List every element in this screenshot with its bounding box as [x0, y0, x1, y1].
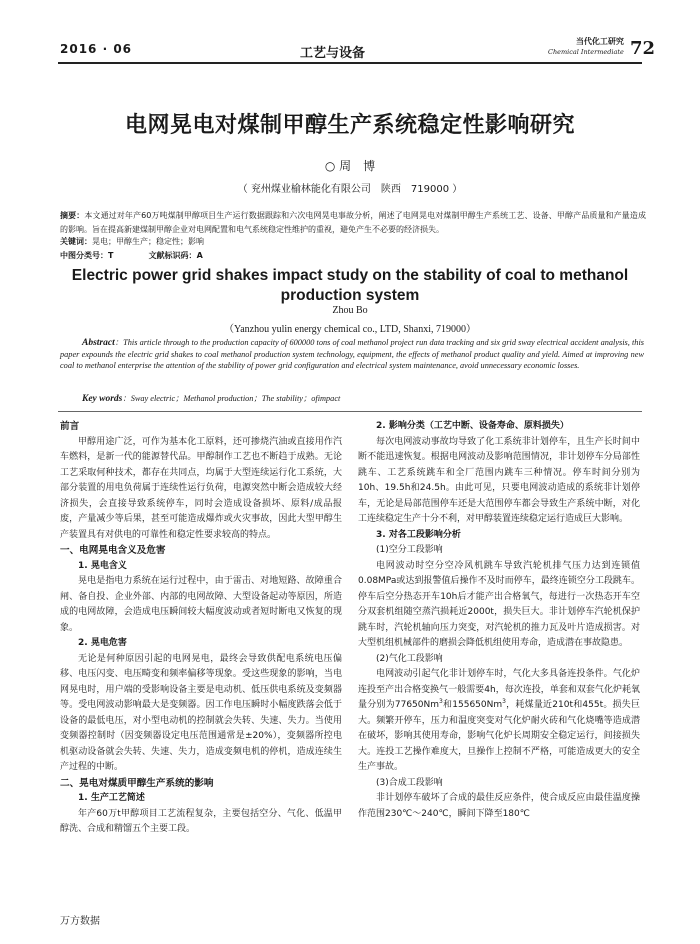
- p3-heading: (3)合成工段影响: [376, 777, 443, 788]
- body-left-column: [60, 419, 342, 838]
- sub3-text: 年产60万t甲醇项目工艺流程复杂，主要包括空分、气化、低温甲醇洗、合成和精馏五个主要工段。: [60, 808, 342, 834]
- sub3-heading: 1. 生产工艺简述: [78, 793, 145, 803]
- sub1-text: 晃电是指电力系统在运行过程中，由于雷击、对地短路、故障重合闸、备自投、企业外部、内部的电网故障、大型设备起动等原因，所造成的电网故障，会造成电压瞬间较大幅度波动或者短时断电又恢复的现象。: [60, 576, 342, 633]
- p3-text: 非计划停车破坏了合成的最佳反应条件，使合成反应由最佳温度操作范围230℃～240℃，瞬间下降至180℃: [358, 793, 640, 819]
- preface-heading: 前言: [60, 421, 80, 432]
- abstract-en: Abstract：This article through to the production capacity of 600000 tons of coal methanol project run data tracking and six grid sway electrical accident analysis, this paper expounds the electric grid shakes to coal methanol production system technology, equipment, the effects of methanol product quality and yield. Aimed at improving new coal to methanol enterprise the attention of the stability of power grid configuration and electrical system maintenance, avoid unnecessary economic losses.: [60, 338, 644, 370]
- abstract-zh-text: 本文通过对年产60万吨煤制甲醇项目生产运行数据跟踪和六次电网晃电事故分析，阐述了电网晃电对煤制甲醇生产系统工艺、设备、甲醇产品质量和产量造成的影响。旨在提高新建煤制甲醇企业对电网配置和电气系统稳定性维护的重视，避免产生不必要的经济损失。: [60, 211, 646, 234]
- clc-label: 中图分类号：: [60, 251, 108, 260]
- sub2-text: 无论是何种原因引起的电网晃电，最终会导致供配电系统电压偏移、电压闪变、电压畸变和频率偏移等现象。受这些现象的影响，当电网晃电时，用户端的受影响设备主要是电动机、低压供电系统及变频器等。受电网波动影响最大是变频器。因工作电压瞬时小幅度跌落会低于设备的最低电压，对小型电动机的控制就会失转、失速、失力。当使用变频器控制时（因变频器设定电压范围通常是±20%），变频器所控电机驱动设备就会失转、失速、失力，造成变频电机的停机，造成连续生产过程的中断。: [60, 653, 342, 772]
- article-title-en: Electric power grid shakes impact study on the stability of coal to methanol production system: [71, 267, 629, 304]
- keywords-en-label: Key words: [82, 394, 123, 404]
- header-divider: [58, 62, 642, 64]
- abstract-zh-label: 摘要：: [60, 211, 85, 220]
- preface-text: 甲醇用途广泛，可作为基本化工原料，还可掺烧汽油或直接用作汽车燃料，是新一代的能源替代品。甲醇制作工艺也不断趋于成熟。无论工艺采取何种技术，都存在共同点，均属于大型连续运行化工系统，大部分装置的用电负荷属于连续性运行负荷，电源突然中断会造成较大经济损失，会直接导致系统停车，同时会造成设备损坏、原料/成品报废，产量减少等后果，甚至可能造成爆炸或火灾事故，因此大型甲醇生产装置具有对供电的可靠性和稳定性要求较高的特点。: [60, 436, 342, 540]
- keywords-zh-text: 晃电；甲醇生产；稳定性；影响: [92, 237, 204, 246]
- abstract-en-label: Abstract: [82, 338, 115, 348]
- sub1-heading: 1. 晃电含义: [78, 560, 127, 571]
- sub5-heading: 3. 对各工段影响分析: [376, 529, 461, 540]
- doc-code-label: 文献标识码：: [148, 251, 197, 260]
- keywords-en-text: Sway electric；Methanol production；The stability；ofimpact: [130, 394, 341, 403]
- clc-value: T: [108, 251, 114, 260]
- affiliation-zh: （ 兖州煤业榆林能化有限公司 陕西 719000 ）: [237, 184, 463, 195]
- affiliation-en: （Yanzhou yulin energy chemical co., LTD, Shanxi, 719000）: [223, 324, 476, 335]
- footer-source: 万方数据: [60, 916, 100, 927]
- section-label: 工艺与设备: [300, 46, 366, 61]
- doc-code-value: A: [196, 251, 203, 260]
- p2-text-b: 和155650Nm: [442, 700, 503, 710]
- p2-text-c: ，耗煤量近210t和455t。损失巨大。频繁开停车，压力和温度突变对气化炉耐火砖和气化烧嘴等造成潜在破坏，影响其使用寿命，影响气化炉长周期安全稳定运行，间接损失大。连投工艺操作难度大，旦操作上控制不严格，可能造成更大的安全生产事故。: [358, 700, 640, 772]
- p2-text-a: 电网波动引起气化非计划停车时，气化大多具备连投条件。气化炉连投至产出合格变换气一般需要4h，每次连投，单套和双套气化炉耗氧量分别为77650Nm: [358, 669, 640, 710]
- p1-heading: (1)空分工段影响: [376, 545, 443, 555]
- p2-heading: (2)气化工段影响: [376, 653, 443, 664]
- page-number: 72: [630, 38, 656, 59]
- sub4-text: 每次电网波动事故均导致了化工系统非计划停车，且生产长时间中断不能迅速恢复。根据电网波动及影响范围情况，非计划停车分局部性跳车、工艺系统跳车和全厂范围内跳车三种情况。停车时间分别为10h、19.5h和24.5h。由此可见，只要电网波动造成的系统非计划停车，无论是局部范围停车还是大范围停车都会导致生产系统中断，对化工连续稳定生产十分不利，对甲醇装置连续稳定运行造成巨大影响。: [358, 436, 640, 524]
- article-title-zh: 电网晃电对煤制甲醇生产系统稳定性影响研究: [124, 113, 575, 138]
- p2-text: [358, 667, 640, 776]
- keywords-en: Key words：Sway electric；Methanol production；The stability；ofimpact: [82, 394, 341, 404]
- issue-label: 2016 · 06: [60, 42, 133, 56]
- section2-heading: 二、晃电对煤质甲醇生产系统的影响: [60, 777, 214, 789]
- sub4-heading: 2. 影响分类（工艺中断、设备寿命、原料损失）: [376, 421, 569, 431]
- abstract-en-text: This article through to the production capacity of 600000 tons of coal methanol project run data tracking and six grid sway electrical accident analysis, this paper expounds the electric grid shakes to coal methanol production system technology, equipment, the effects of methanol product quality and yield. Aimed at improving new coal to methanol enterprise the attention of the stability of power grid configuration and electrical system maintenance, avoid unnecessary economic losses.: [60, 338, 644, 370]
- p1-text: 电网波动时空分空冷风机跳车导致汽轮机排气压力达到连锁值0.08MPa或达到报警值后操作不及时而停车，最终连锁空分工段跳车。停车后空分热态开车10h后才能产出合格氧气，每进行一次热态开车空分双套机组随空蒸汽损耗近2000t，损失巨大。非计划停车汽轮机保护跳车时，汽轮机轴向压力突变，对汽轮机的推力瓦及叶片造成损害。对大型机组机械部件的磨损会降低机组使用寿命，造成潜在事故隐患。: [358, 560, 640, 648]
- journal-name-zh: 当代化工研究: [575, 37, 624, 46]
- abstract-divider: [58, 411, 642, 412]
- author-zh: ○ 周 博: [324, 159, 376, 173]
- journal-name: [548, 36, 624, 58]
- body-right-column: [358, 419, 640, 822]
- author-en: Zhou Bo: [332, 305, 368, 316]
- journal-name-en: Chemical Intermediate: [548, 48, 624, 56]
- p2-sup1: 3: [439, 698, 443, 705]
- classification-line: [60, 250, 203, 261]
- sub2-heading: 2. 晃电危害: [78, 638, 127, 648]
- keywords-zh: [60, 236, 204, 247]
- abstract-zh: [60, 209, 646, 236]
- keywords-zh-label: 关键词：: [60, 237, 92, 246]
- section1-heading: 一、电网晃电含义及危害: [60, 545, 166, 556]
- p2-sup2: 3: [502, 698, 506, 705]
